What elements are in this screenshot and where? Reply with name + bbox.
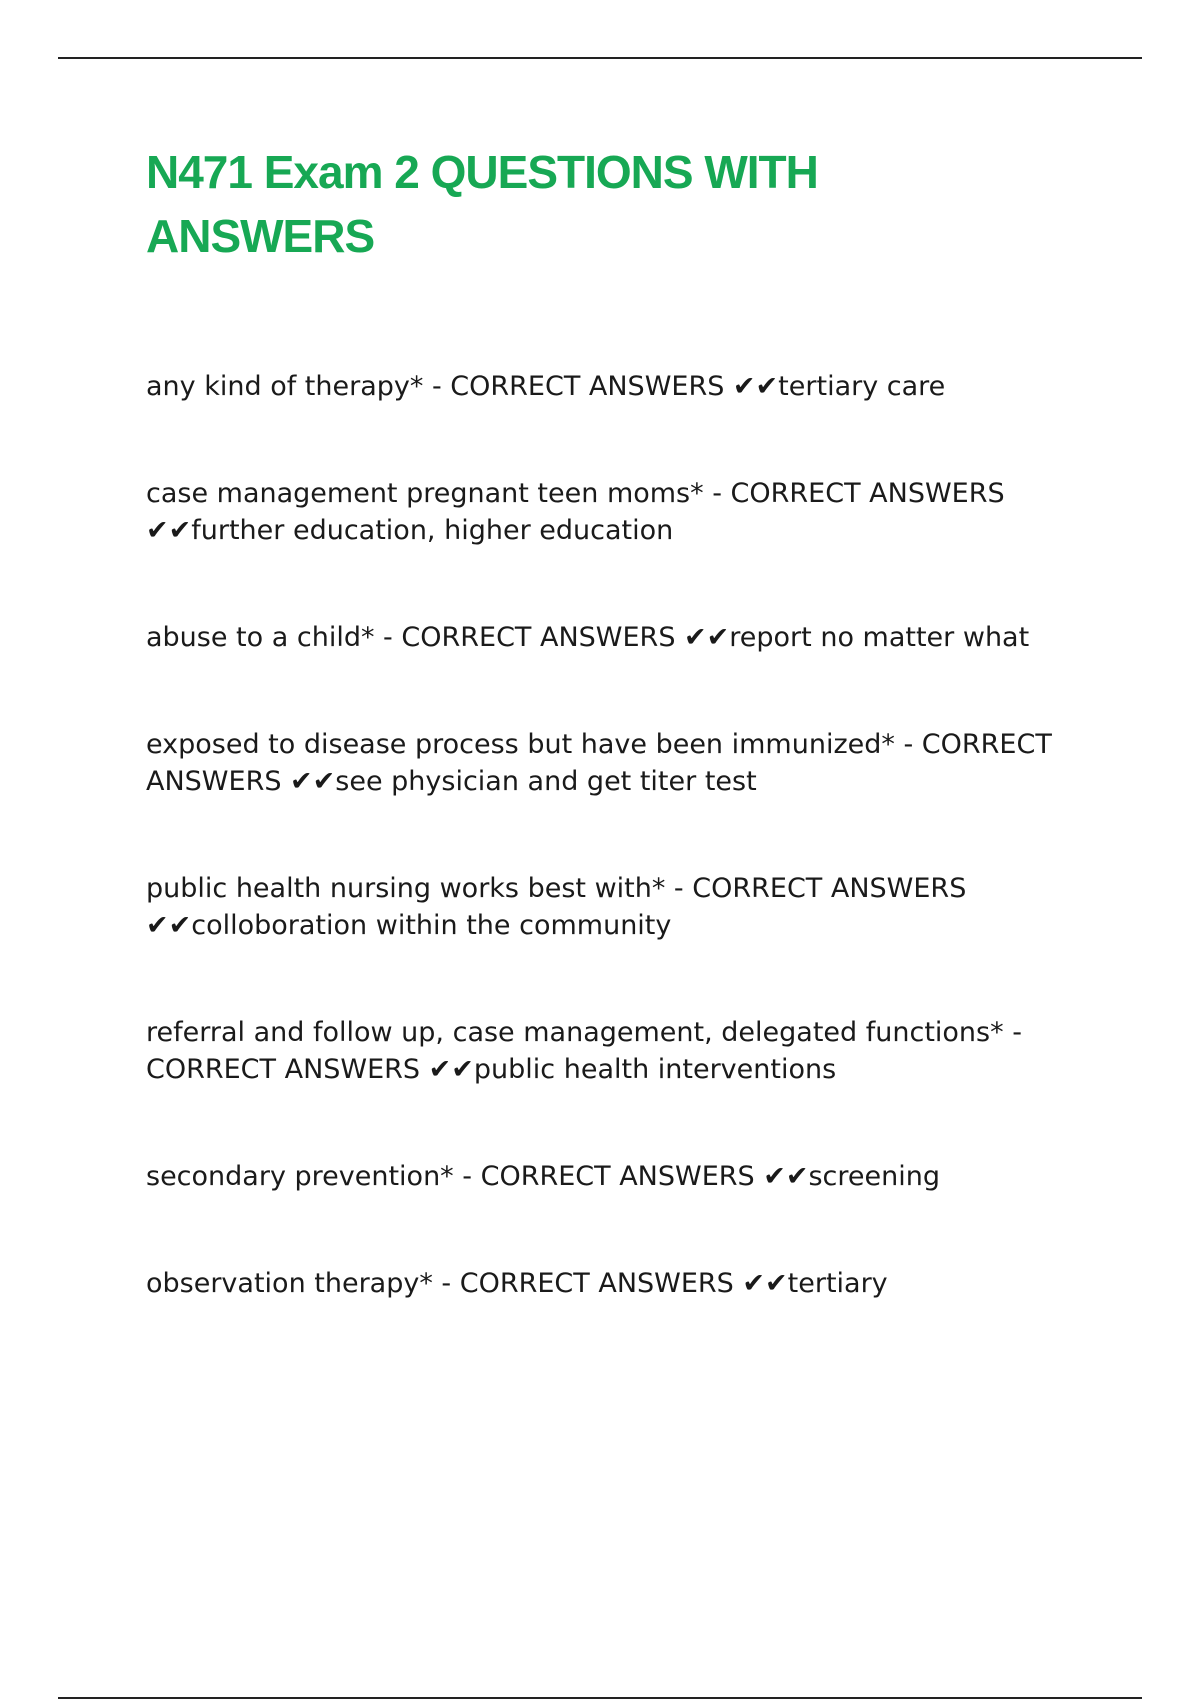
document-title: N471 Exam 2 QUESTIONS WITH ANSWERS: [146, 146, 818, 262]
header-rule: [58, 57, 1142, 59]
footer-rule: [58, 1697, 1142, 1699]
qa-item-4: exposed to disease process but have been immunized* - CORRECT ANSWERS ✔✔see physician and get titer test: [146, 729, 1052, 797]
qa-item-3: abuse to a child* - CORRECT ANSWERS ✔✔report no matter what: [146, 622, 1030, 653]
qa-item-5: public health nursing works best with* - CORRECT ANSWERS ✔✔colloboration within the community: [146, 873, 967, 941]
qa-item-1: any kind of therapy* - CORRECT ANSWERS ✔✔tertiary care: [146, 371, 946, 402]
qa-item-6: referral and follow up, case management, delegated functions* - CORRECT ANSWERS ✔✔public health interventions: [146, 1017, 1022, 1085]
qa-item-2: case management pregnant teen moms* - CORRECT ANSWERS ✔✔further education, higher education: [146, 478, 1005, 546]
qa-item-8: observation therapy* - CORRECT ANSWERS ✔✔tertiary: [146, 1268, 888, 1299]
qa-item-7: secondary prevention* - CORRECT ANSWERS ✔✔screening: [146, 1161, 940, 1192]
document-body: [146, 140, 1096, 1299]
qa-list: [146, 368, 1096, 1302]
